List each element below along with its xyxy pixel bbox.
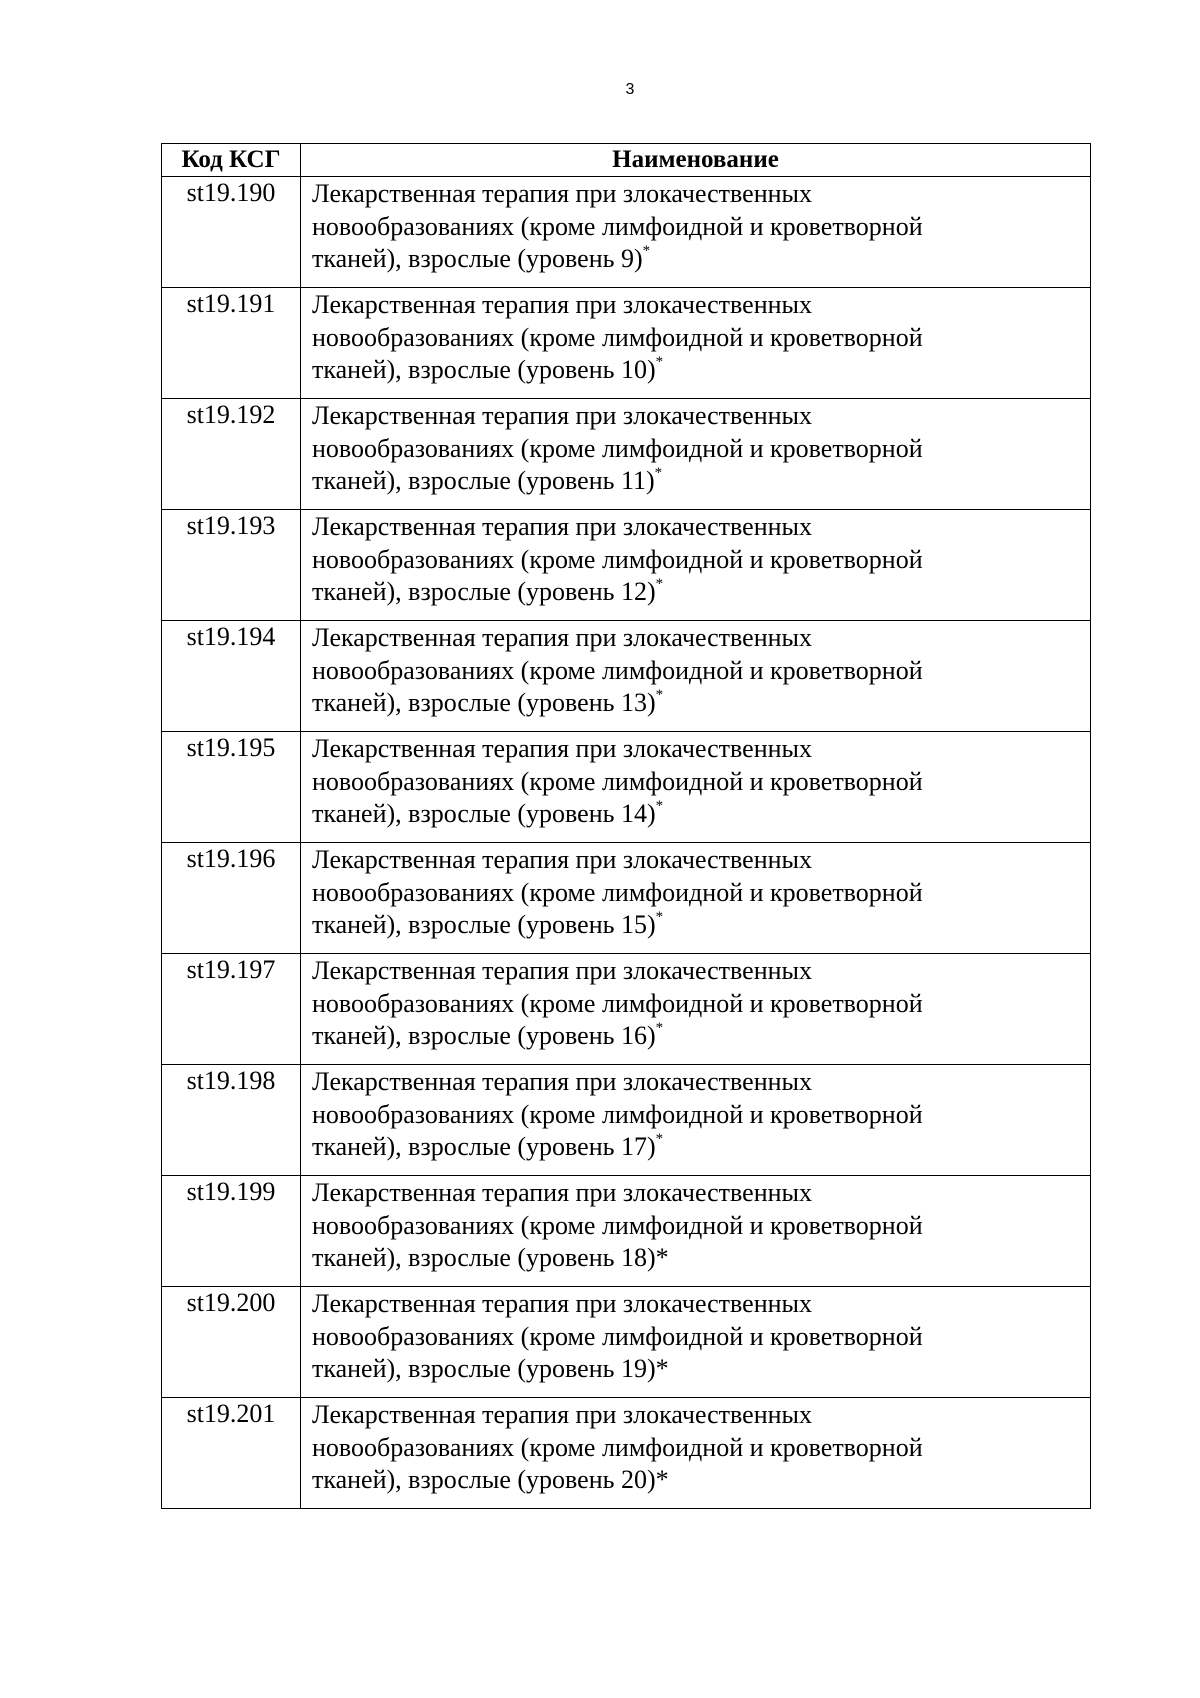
table-row <box>162 1398 1091 1509</box>
ksg-name-line-2: новообразованиях (кроме лимфоидной и кроветворной <box>312 1099 923 1129</box>
ksg-name <box>301 1398 1091 1509</box>
ksg-name-line-3 <box>312 243 1084 276</box>
ksg-name-line-3 <box>312 1020 1084 1053</box>
ksg-name <box>301 954 1091 1065</box>
table-row <box>162 954 1091 1065</box>
ksg-name-line-1: Лекарственная терапия при злокачественных <box>312 623 812 652</box>
ksg-name-line-3 <box>312 687 1084 720</box>
ksg-code: st19.192 <box>162 399 301 510</box>
ksg-name-line-3-text: тканей), взрослые (уровень 13) <box>312 688 656 717</box>
ksg-name-line-2: новообразованиях (кроме лимфоидной и кроветворной <box>312 433 923 463</box>
footnote-mark: * <box>655 909 664 925</box>
ksg-code: st19.191 <box>162 288 301 399</box>
ksg-code: st19.194 <box>162 621 301 732</box>
ksg-name-line-3-text: тканей), взрослые (уровень 17) <box>312 1132 656 1161</box>
footnote-mark: * <box>655 1354 669 1383</box>
header-name: Наименование <box>301 144 1091 177</box>
ksg-code: st19.198 <box>162 1065 301 1176</box>
ksg-name-line-3 <box>312 1353 1084 1386</box>
ksg-name-line-3 <box>312 909 1084 942</box>
ksg-name-line-3-text: тканей), взрослые (уровень 11) <box>312 466 655 495</box>
ksg-name-line-1: Лекарственная терапия при злокачественных <box>312 1067 812 1096</box>
ksg-code: st19.196 <box>162 843 301 954</box>
ksg-name <box>301 1065 1091 1176</box>
ksg-name-line-1: Лекарственная терапия при злокачественных <box>312 401 812 430</box>
footnote-mark: * <box>655 1465 669 1494</box>
ksg-code: st19.195 <box>162 732 301 843</box>
footnote-mark: * <box>655 354 664 370</box>
header-code: Код КСГ <box>162 144 301 177</box>
table-row <box>162 177 1091 288</box>
ksg-name-line-2: новообразованиях (кроме лимфоидной и кроветворной <box>312 322 923 352</box>
ksg-name-line-3-text: тканей), взрослые (уровень 18) <box>312 1243 656 1272</box>
ksg-name <box>301 843 1091 954</box>
ksg-name-line-2: новообразованиях (кроме лимфоидной и кроветворной <box>312 544 923 574</box>
ksg-name <box>301 399 1091 510</box>
ksg-name-line-1: Лекарственная терапия при злокачественных <box>312 1289 812 1318</box>
ksg-name <box>301 288 1091 399</box>
ksg-name <box>301 1287 1091 1398</box>
footnote-mark: * <box>655 798 664 814</box>
footnote-mark: * <box>654 465 663 481</box>
footnote-mark: * <box>655 1243 669 1272</box>
ksg-name-line-2: новообразованиях (кроме лимфоидной и кроветворной <box>312 988 923 1018</box>
footnote-mark: * <box>655 1131 664 1147</box>
table-row <box>162 1065 1091 1176</box>
ksg-name-line-1: Лекарственная терапия при злокачественных <box>312 845 812 874</box>
ksg-name-line-3-text: тканей), взрослые (уровень 14) <box>312 799 656 828</box>
ksg-name-line-2: новообразованиях (кроме лимфоидной и кроветворной <box>312 1321 923 1351</box>
table-row <box>162 1176 1091 1287</box>
ksg-name-line-3-text: тканей), взрослые (уровень 19) <box>312 1354 656 1383</box>
table-body <box>162 177 1091 1509</box>
ksg-name-line-3 <box>312 798 1084 831</box>
ksg-name-line-2: новообразованиях (кроме лимфоидной и кроветворной <box>312 766 923 796</box>
table-row <box>162 843 1091 954</box>
ksg-name-line-3-text: тканей), взрослые (уровень 16) <box>312 1021 656 1050</box>
ksg-name-line-2: новообразованиях (кроме лимфоидной и кроветворной <box>312 1210 923 1240</box>
footnote-mark: * <box>655 1020 664 1036</box>
ksg-name-line-3-text: тканей), взрослые (уровень 15) <box>312 910 656 939</box>
ksg-name <box>301 177 1091 288</box>
ksg-name-line-3 <box>312 1131 1084 1164</box>
ksg-name-line-1: Лекарственная терапия при злокачественных <box>312 956 812 985</box>
ksg-name-line-1: Лекарственная терапия при злокачественных <box>312 290 812 319</box>
ksg-name-line-2: новообразованиях (кроме лимфоидной и кроветворной <box>312 877 923 907</box>
page-number: 3 <box>625 81 635 98</box>
table-row <box>162 288 1091 399</box>
ksg-name-line-3-text: тканей), взрослые (уровень 10) <box>312 355 656 384</box>
ksg-name-line-1: Лекарственная терапия при злокачественных <box>312 512 812 541</box>
table-row <box>162 1287 1091 1398</box>
ksg-name-line-3 <box>312 1242 1084 1275</box>
ksg-name-line-2: новообразованиях (кроме лимфоидной и кроветворной <box>312 1432 923 1462</box>
footnote-mark: * <box>642 243 651 259</box>
ksg-table <box>161 143 1091 1509</box>
ksg-code: st19.190 <box>162 177 301 288</box>
ksg-name-line-3-text: тканей), взрослые (уровень 9) <box>312 244 643 273</box>
ksg-name-line-3 <box>312 465 1084 498</box>
ksg-name-line-2: новообразованиях (кроме лимфоидной и кроветворной <box>312 211 923 241</box>
table-row <box>162 732 1091 843</box>
ksg-code: st19.201 <box>162 1398 301 1509</box>
ksg-name <box>301 732 1091 843</box>
ksg-name-line-3-text: тканей), взрослые (уровень 20) <box>312 1465 656 1494</box>
table-row <box>162 621 1091 732</box>
table-header-row <box>162 144 1091 177</box>
ksg-name-line-3 <box>312 576 1084 609</box>
ksg-name <box>301 1176 1091 1287</box>
ksg-name-line-1: Лекарственная терапия при злокачественных <box>312 1400 812 1429</box>
ksg-name-line-1: Лекарственная терапия при злокачественных <box>312 1178 812 1207</box>
ksg-name-line-3 <box>312 1464 1084 1497</box>
ksg-name-line-3 <box>312 354 1084 387</box>
ksg-name-line-1: Лекарственная терапия при злокачественных <box>312 179 812 208</box>
footnote-mark: * <box>655 687 664 703</box>
ksg-code: st19.193 <box>162 510 301 621</box>
ksg-name <box>301 621 1091 732</box>
table-row <box>162 510 1091 621</box>
ksg-code: st19.199 <box>162 1176 301 1287</box>
ksg-code: st19.200 <box>162 1287 301 1398</box>
ksg-name-line-2: новообразованиях (кроме лимфоидной и кроветворной <box>312 655 923 685</box>
ksg-name <box>301 510 1091 621</box>
ksg-name-line-1: Лекарственная терапия при злокачественных <box>312 734 812 763</box>
footnote-mark: * <box>655 576 664 592</box>
ksg-name-line-3-text: тканей), взрослые (уровень 12) <box>312 577 656 606</box>
table-row <box>162 399 1091 510</box>
ksg-code: st19.197 <box>162 954 301 1065</box>
